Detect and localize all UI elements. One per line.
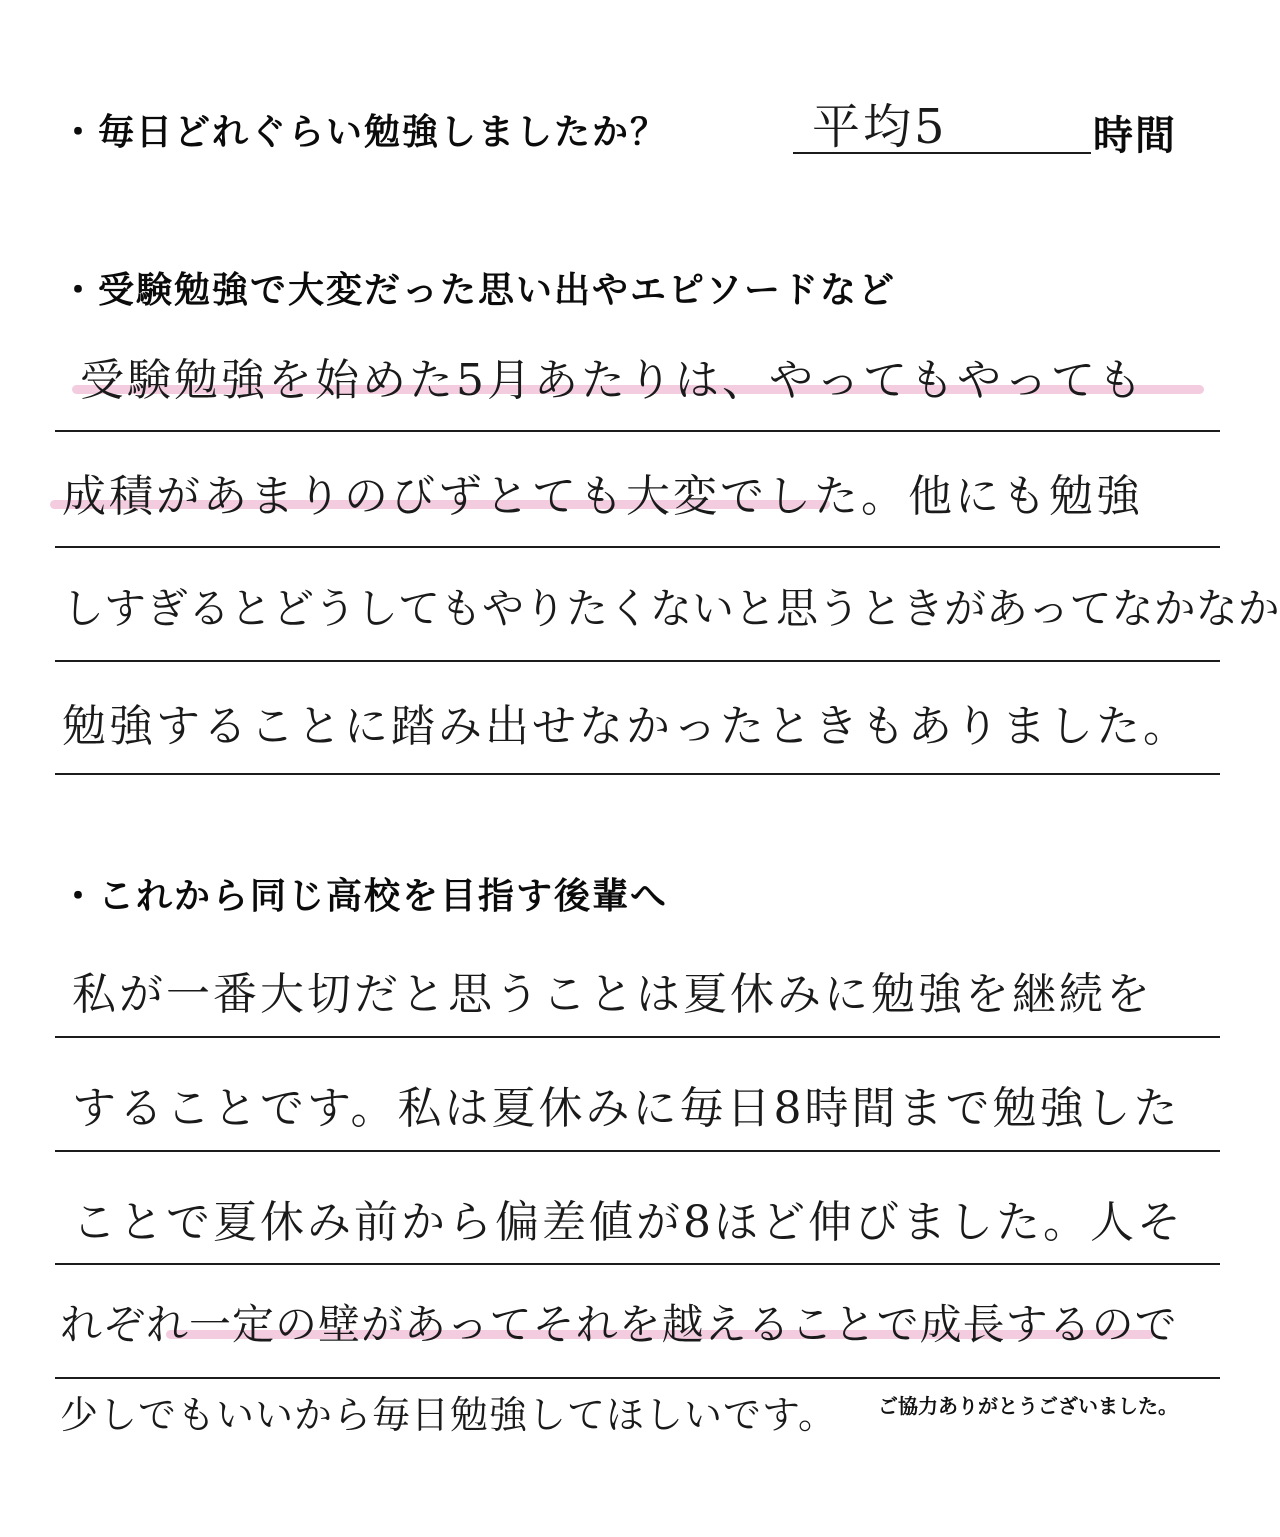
hours-unit-label: 時間 <box>1093 113 1177 159</box>
answer-line: 勉強することに踏み出せなかったときもありました。 <box>62 701 1190 752</box>
question-advice-juniors: ・これから同じ高校を目指す後輩へ <box>60 876 669 917</box>
answer-daily-hours: 平均5 <box>812 99 948 155</box>
ruled-line <box>55 773 1220 775</box>
ruled-line <box>55 1263 1220 1265</box>
ruled-line <box>55 546 1220 548</box>
answer-line: することです。私は夏休みに毎日8時間まで勉強した <box>72 1083 1181 1134</box>
answer-line: 少しでもいいから毎日勉強してほしいです。 <box>60 1393 837 1437</box>
closing-thanks: ご協力ありがとうございました。 <box>878 1394 1178 1418</box>
answer-line: しすぎるとどうしてもやりたくないと思うときがあってなかなか <box>62 584 1280 633</box>
answer-line: 受験勉強を始めた5月あたりは、やってもやっても <box>80 355 1145 406</box>
ruled-line <box>55 430 1220 432</box>
ruled-line <box>55 660 1220 662</box>
ruled-line <box>55 1150 1220 1152</box>
question-memorable-episode: ・受験勉強で大変だった思い出やエピソードなど <box>60 270 897 311</box>
answer-line: 私が一番大切だと思うことは夏休みに勉強を継続を <box>72 969 1153 1020</box>
ruled-line <box>55 1377 1220 1379</box>
answer-line: れぞれ一定の壁があってそれを越えることで成長するので <box>60 1300 1178 1349</box>
answer-underline <box>793 152 1091 154</box>
question-daily-study: ・毎日どれぐらい勉強しましたか？ <box>60 112 669 153</box>
ruled-line <box>55 1036 1220 1038</box>
answer-line: ことで夏休み前から偏差値が8ほど伸びました。人そ <box>72 1197 1184 1248</box>
answer-line: 成積があまりのびずとても大変でした。他にも勉強 <box>62 471 1143 522</box>
